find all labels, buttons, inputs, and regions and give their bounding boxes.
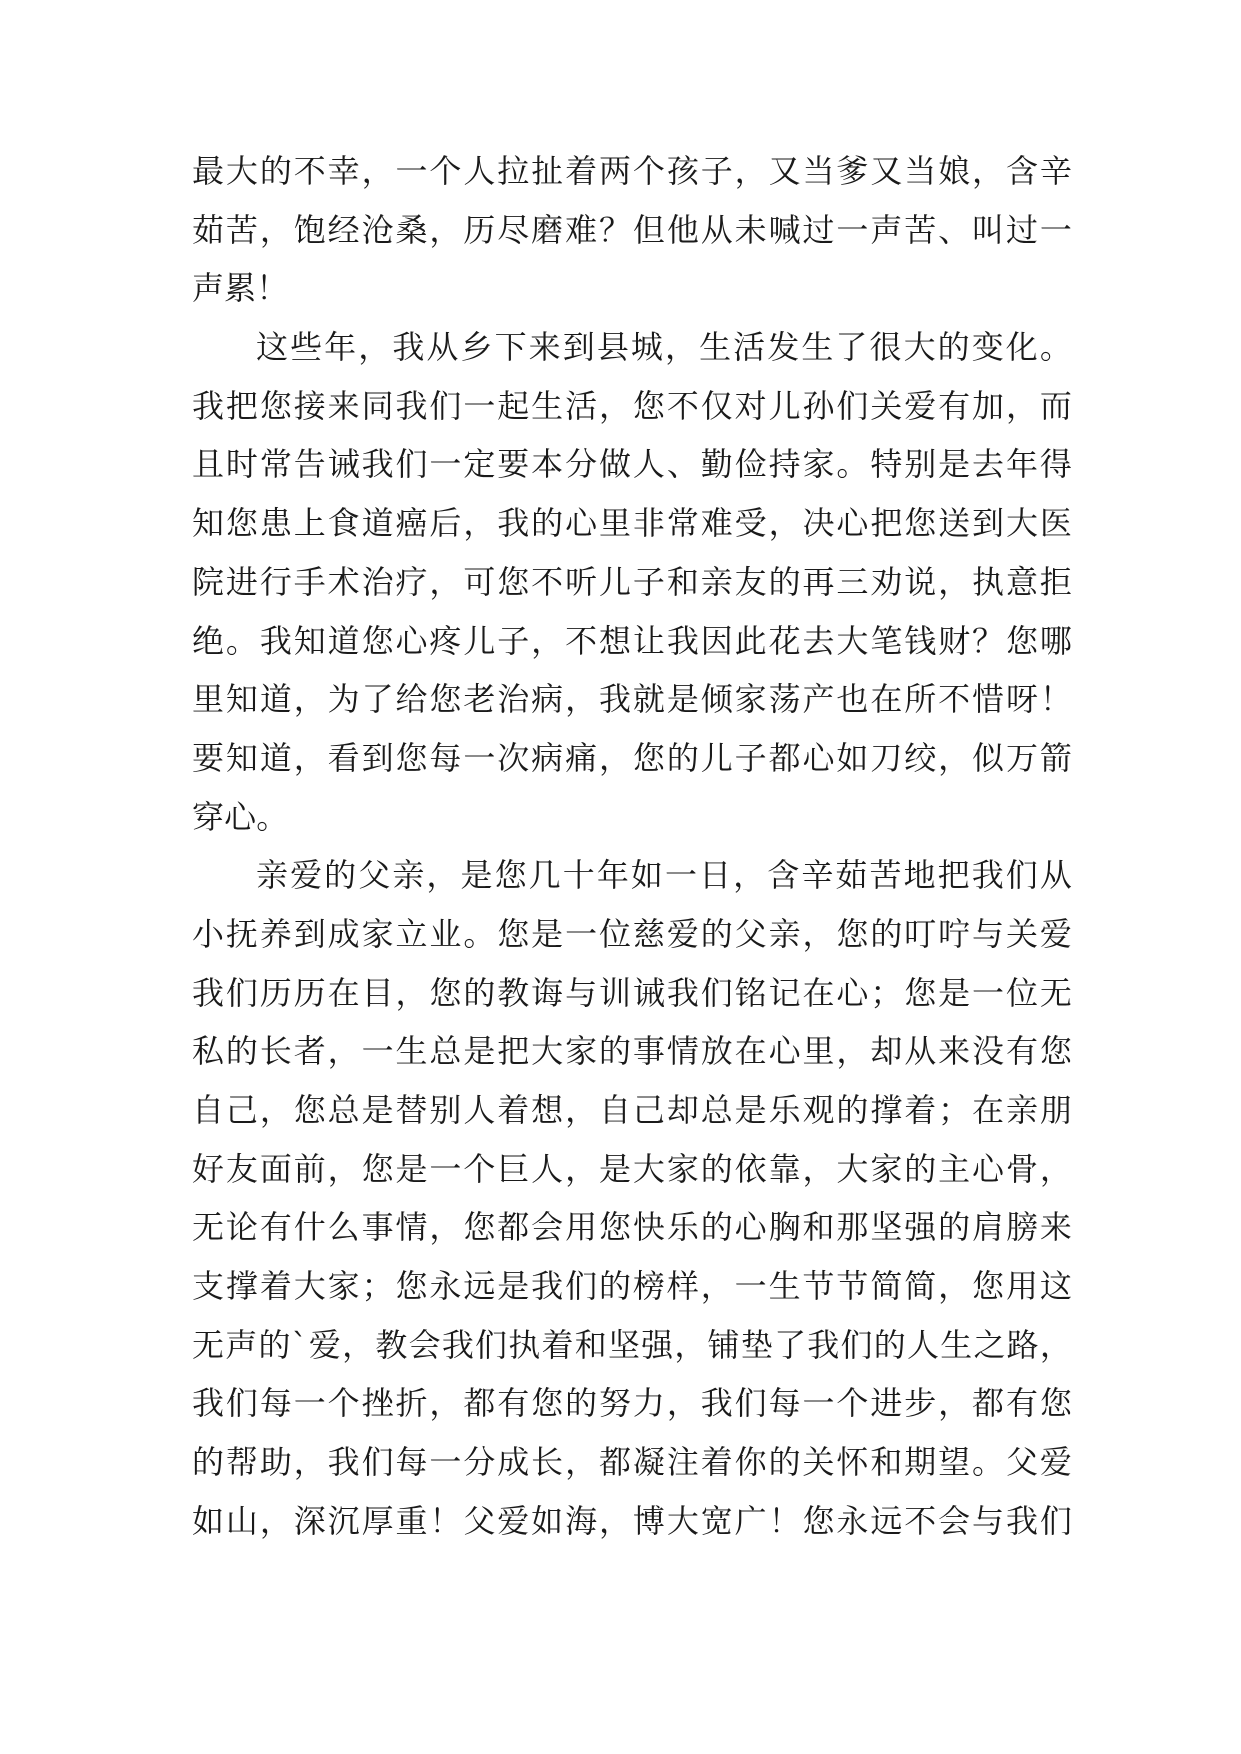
text-line: 最大的不幸，一个人拉扯着两个孩子，又当爹又当娘，含辛 bbox=[192, 152, 1072, 190]
text-line: 茹苦，饱经沧桑，历尽磨难？但他从未喊过一声苦、叫过一 bbox=[192, 210, 1072, 249]
body-text bbox=[192, 142, 1072, 1551]
text-line: 知您患上食道癌后，我的心里非常难受，决心把您送到大医 bbox=[192, 504, 1072, 543]
text-line: 小抚养到成家立业。您是一位慈爱的父亲，您的叮咛与关爱 bbox=[192, 914, 1072, 953]
text-line: 绝。我知道您心疼儿子，不想让我因此花去大笔钱财？您哪 bbox=[192, 621, 1072, 660]
text-line: 无声的`爱，教会我们执着和坚强，铺垫了我们的人生之路， bbox=[192, 1325, 1072, 1364]
text-line: 私的长者，一生总是把大家的事情放在心里，却从来没有您 bbox=[192, 1032, 1072, 1071]
text-line: 无论有什么事情，您都会用您快乐的心胸和那坚强的肩膀来 bbox=[192, 1208, 1072, 1247]
text-line: 穿心。 bbox=[192, 797, 289, 836]
text-line: 好友面前，您是一个巨人，是大家的依靠，大家的主心骨， bbox=[192, 1149, 1072, 1188]
text-line: 里知道，为了给您老治病，我就是倾家荡产也在所不惜呀！ bbox=[192, 680, 1072, 719]
text-line: 声累！ bbox=[192, 269, 289, 308]
paragraph-first-line: 这些年，我从乡下来到县城，生活发生了很大的变化。 bbox=[256, 328, 1072, 367]
text-line: 院进行手术治疗，可您不听儿子和亲友的再三劝说，执意拒 bbox=[192, 562, 1072, 601]
text-line: 的帮助，我们每一分成长，都凝注着你的关怀和期望。父爱 bbox=[192, 1443, 1072, 1482]
text-line: 支撑着大家；您永远是我们的榜样，一生节节简简，您用这 bbox=[192, 1267, 1072, 1306]
text-line: 自己，您总是替别人着想，自己却总是乐观的撑着；在亲朋 bbox=[192, 1091, 1072, 1129]
text-line: 我把您接来同我们一起生活，您不仅对儿孙们关爱有加，而 bbox=[192, 386, 1072, 425]
text-line: 我们每一个挫折，都有您的努力，我们每一个进步，都有您 bbox=[192, 1384, 1072, 1423]
paragraph-first-line: 亲爱的父亲，是您几十年如一日，含辛茹苦地把我们从 bbox=[256, 856, 1072, 895]
text-line: 且时常告诫我们一定要本分做人、勤俭持家。特别是去年得 bbox=[192, 445, 1072, 484]
text-line: 要知道，看到您每一次病痛，您的儿子都心如刀绞，似万箭 bbox=[192, 738, 1072, 777]
text-line: 如山，深沉厚重！父爱如海，博大宽广！您永远不会与我们 bbox=[192, 1501, 1072, 1540]
text-line: 我们历历在目，您的教诲与训诫我们铭记在心；您是一位无 bbox=[192, 973, 1072, 1012]
